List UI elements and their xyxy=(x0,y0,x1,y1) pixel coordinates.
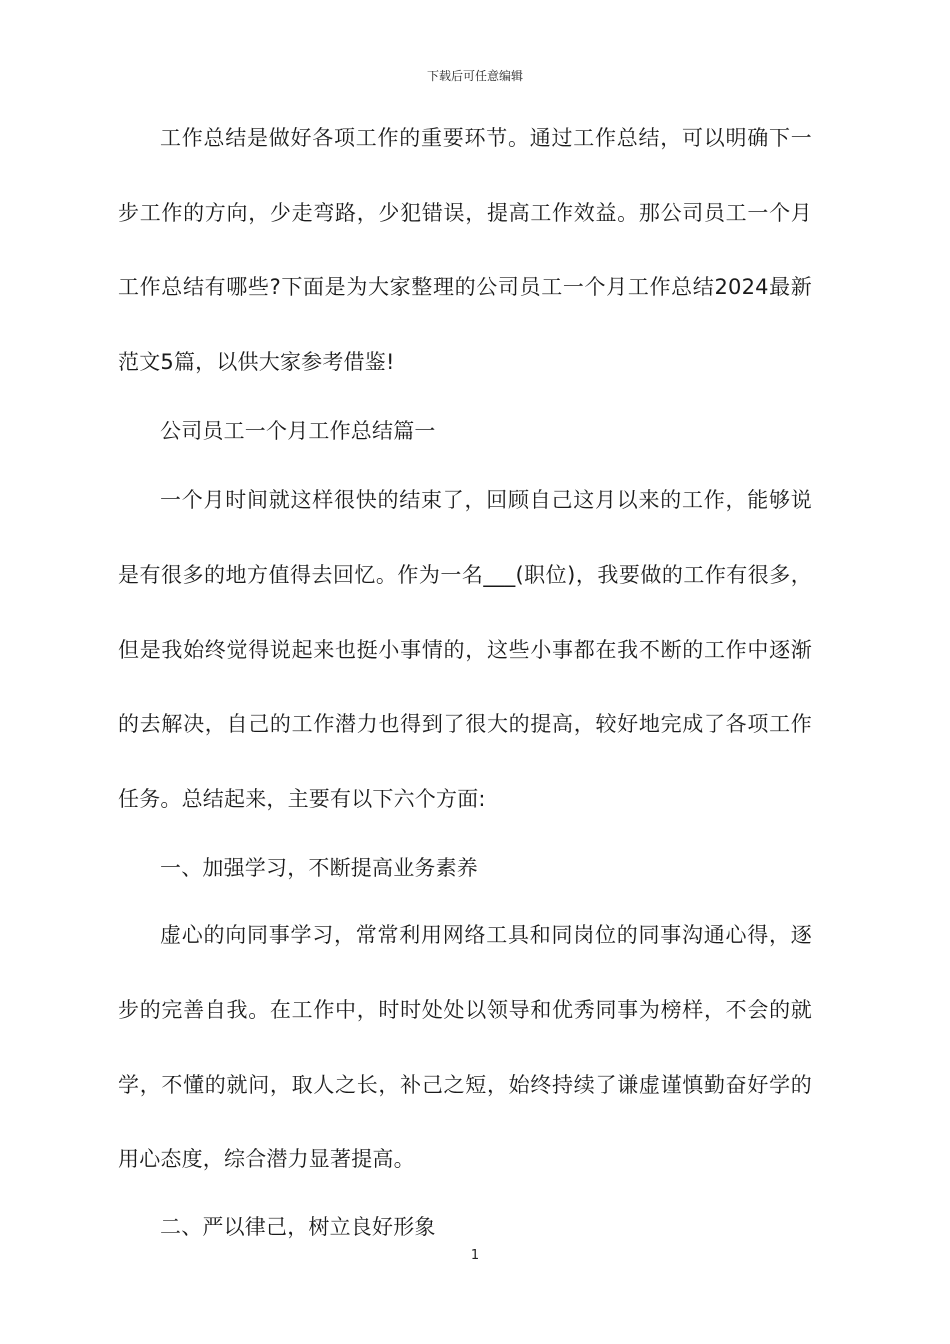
point-one-title: 一、加强学习，不断提高业务素养 xyxy=(160,856,478,881)
point-two-title: 二、严以律己，树立良好形象 xyxy=(160,1214,436,1239)
intro-paragraph: 工作总结是做好各项工作的重要环节。通过工作总结，可以明确下一步工作的方向，少走弯路，少犯错误，提高工作效益。那公司员工一个月工作总结有哪些?下面是为大家整理的公司员工一个月工作总结2024最新范文5篇，以供大家参考借鉴! xyxy=(118,126,812,374)
document-body xyxy=(118,101,812,1257)
page-header: 下载后可任意编辑 xyxy=(426,69,523,83)
point-one-paragraph: 虚心的向同事学习，常常利用网络工具和同岗位的同事沟通心得，逐步的完善自我。在工作中，时时处处以领导和优秀同事为榜样，不会的就学，不懂的就问，取人之长，补己之短，始终持续了谦虚谨慎勤奋好学的用心态度，综合潜力显著提高。 xyxy=(118,923,812,1172)
section-paragraph: 一个月时间就这样很快的结束了，回顾自己这月以来的工作，能够说是有很多的地方值得去回忆。作为一名___(职位)，我要做的工作有很多，但是我始终觉得说起来也挺小事情的，这些小事都在我不断的工作中逐渐的去解决，自己的工作潜力也得到了很大的提高，较好地完成了各项工作任务。总结起来，主要有以下六个方面: xyxy=(118,488,812,811)
section-title: 公司员工一个月工作总结篇一 xyxy=(160,419,436,444)
page-number: 1 xyxy=(470,1248,480,1263)
